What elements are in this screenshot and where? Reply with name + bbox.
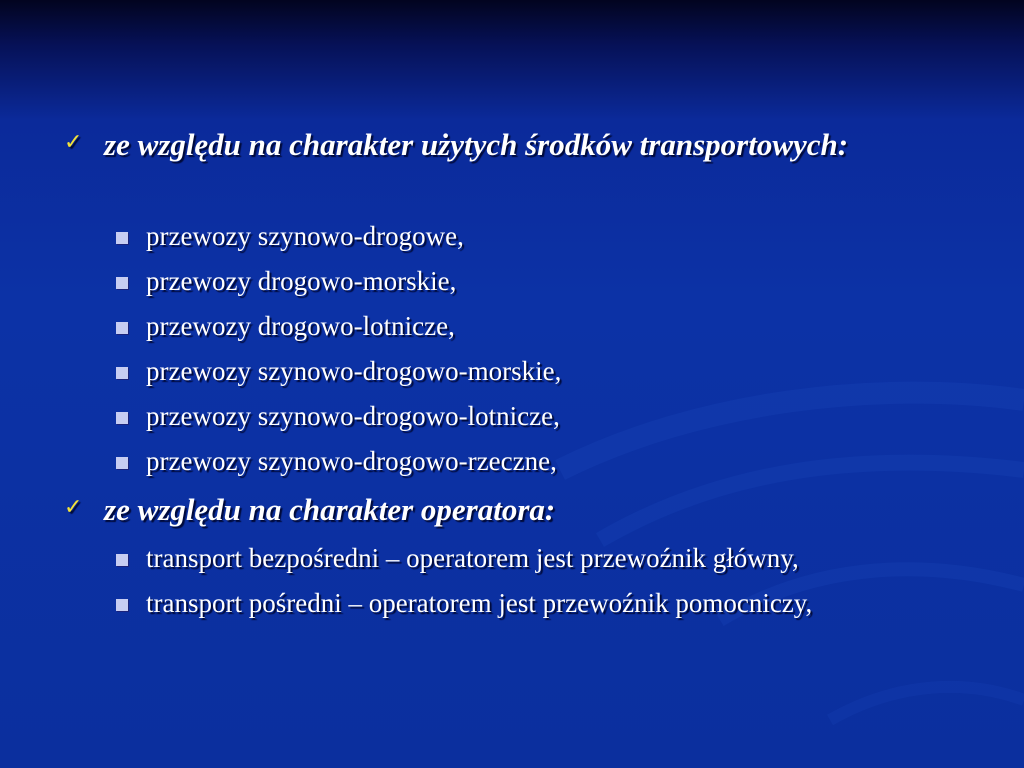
list-item <box>146 399 976 433</box>
square-bullet-icon <box>116 277 128 289</box>
square-bullet-icon <box>116 322 128 334</box>
list-item-text: przewozy szynowo-drogowo-rzeczne, <box>146 446 557 476</box>
checkmark-icon: ✓ <box>64 130 83 155</box>
list-item <box>146 219 976 253</box>
square-bullet-icon <box>116 599 128 611</box>
list-item-text: transport pośredni – operatorem jest przewoźnik pomocniczy, <box>146 588 813 618</box>
list-item <box>146 309 976 343</box>
square-bullet-icon <box>116 412 128 424</box>
section-heading-text: ze względu na charakter operatora: <box>104 492 556 527</box>
list-item <box>146 541 976 575</box>
square-bullet-icon <box>116 367 128 379</box>
list-item <box>146 354 976 388</box>
list-item <box>146 586 846 620</box>
square-bullet-icon <box>116 554 128 566</box>
list-item-text: przewozy drogowo-lotnicze, <box>146 311 455 341</box>
list-item-text: transport bezpośredni – operatorem jest przewoźnik główny, <box>146 543 799 573</box>
square-bullet-icon <box>116 457 128 469</box>
section-heading-operator <box>64 491 864 528</box>
checkmark-icon: ✓ <box>64 495 83 520</box>
list-item <box>146 264 976 298</box>
list-item <box>146 444 976 478</box>
list-item-text: przewozy szynowo-drogowo-lotnicze, <box>146 401 560 431</box>
section-heading-text: ze względu na charakter użytych środków transportowych: <box>104 127 849 162</box>
section-heading-transport-means <box>64 126 864 163</box>
list-item-text: przewozy szynowo-drogowo-morskie, <box>146 356 562 386</box>
square-bullet-icon <box>116 232 128 244</box>
list-item-text: przewozy drogowo-morskie, <box>146 266 457 296</box>
list-item-text: przewozy szynowo-drogowe, <box>146 221 464 251</box>
